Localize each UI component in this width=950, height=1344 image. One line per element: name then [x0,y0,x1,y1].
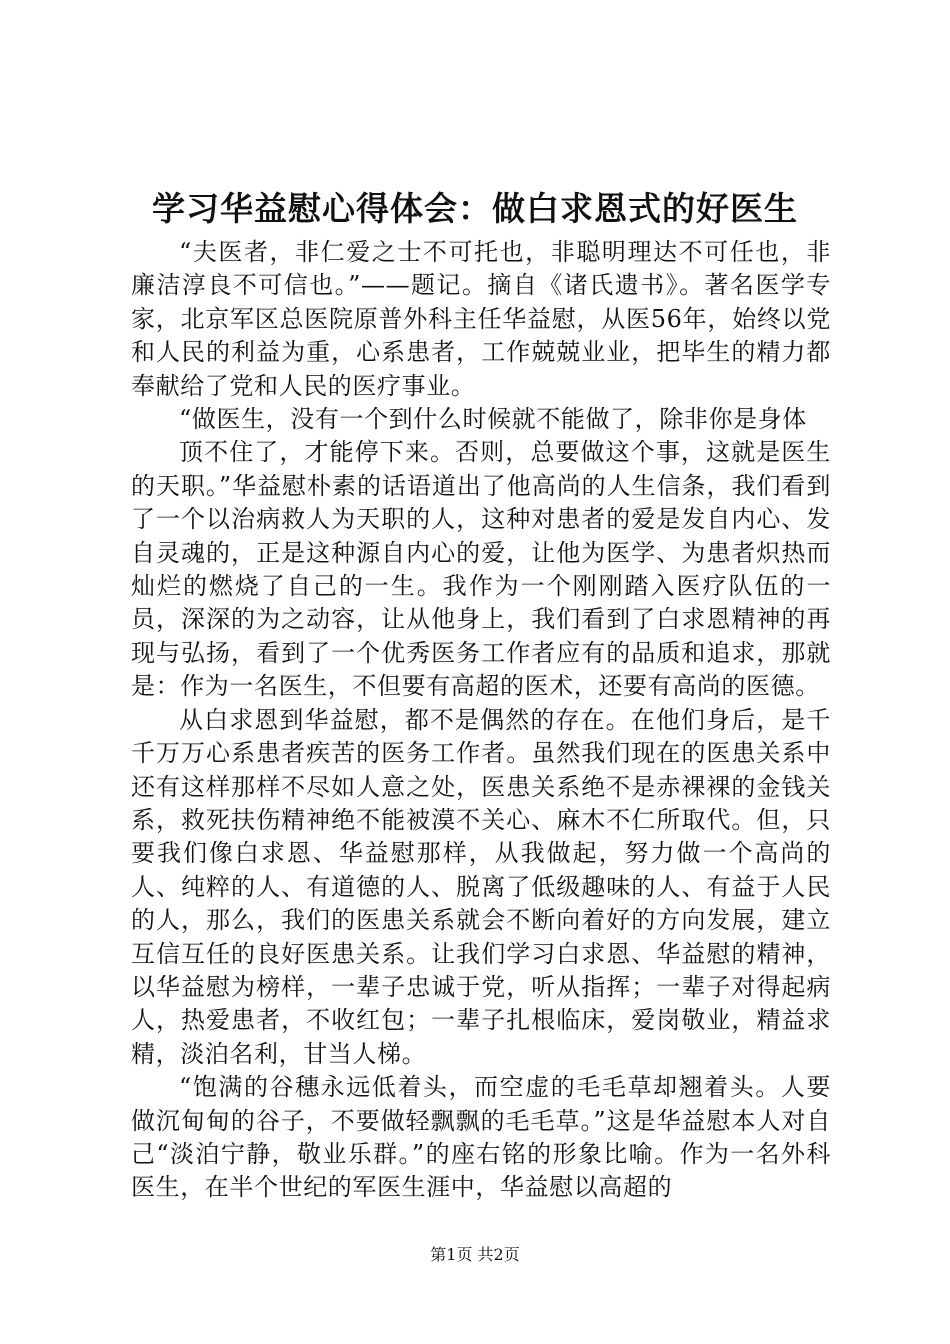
paragraph: 从白求恩到华益慰，都不是偶然的存在。在他们身后，是千千万万心系患者疾苦的医务工作者。虽然我们现在的医患关系中还有这样那样不尽如人意之处，医患关系绝不是赤裸裸的金钱关系，救死扶伤精神绝不能被漠不关心、麻木不仁所取代。但，只要我们像白求恩、华益慰那样，从我做起，努力做一个高尚的人、纯粹的人、有道德的人、脱离了低级趣味的人、有益于人民的人，那么，我们的医患关系就会不断向着好的方向发展，建立互信互任的良好医患关系。让我们学习白求恩、华益慰的精神，以华益慰为榜样，一辈子忠诚于党，听从指挥；一辈子对得起病人，热爱患者，不收红包；一辈子扎根临床，爱岗敬业，精益求精，淡泊名利，甘当人梯。 [131,705,831,1068]
paragraph: “做医生，没有一个到什么时候就不能做了，除非你是身体 [179,405,807,434]
paragraph: 顶不住了，才能停下来。否则，总要做这个事，这就是医生的天职。”华益慰朴素的话语道出了他高尚的人生信条，我们看到了一个以治病救人为天职的人，这种对患者的爱是发自内心、发自灵魂的，正是这种源自内心的爱，让他为医学、为患者炽热而灿烂的燃烧了自己的一生。我作为一个刚刚踏入医疗队伍的一员，深深的为之动容，让从他身上，我们看到了白求恩精神的再现与弘扬，看到了一个优秀医务工作者应有的品质和追求，那就是：作为一名医生，不但要有高超的医术，还要有高尚的医德。 [131,438,831,701]
document-title: 学习华益慰心得体会：做白求恩式的好医生 [152,189,798,228]
document-body [131,236,831,1205]
paragraph: “饱满的谷穗永远低着头，而空虚的毛毛草却翘着头。人要做沉甸甸的谷子，不要做轻飘飘的毛毛草。”这是华益慰本人对自己“淡泊宁静，敬业乐群。”的座右铭的形象比喻。作为一名外科医生，在半个世纪的军医生涯中，华益慰以高超的 [131,1073,831,1202]
page-footer: 第1页 共2页 [430,1245,520,1264]
paragraph: “夫医者，非仁爱之士不可托也，非聪明理达不可任也，非廉洁淳良不可信也。”——题记。摘自《诸氏遗书》。著名医学专家，北京军区总医院原普外科主任华益慰，从医56年，始终以党和人民的利益为重，心系患者，工作兢兢业业，把毕生的精力都奉献给了党和人民的医疗事业。 [131,238,831,400]
